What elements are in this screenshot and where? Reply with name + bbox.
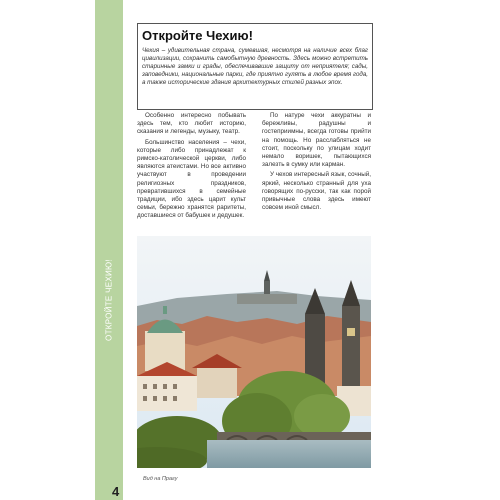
page-number: 4 <box>112 484 120 499</box>
text-column-right <box>262 112 371 214</box>
sidebar-label-text: ОТКРОЙТЕ ЧЕХИЮ! <box>104 259 114 341</box>
prague-photo <box>137 236 371 468</box>
page-title: Откройте Чехию! <box>142 28 253 43</box>
sidebar-strip <box>95 0 123 500</box>
paragraph: По натуре чехи аккуратны и бережливы, радушны и гостеприимны, всегда готовы прийти на помощь. Но расслабляться не стоит, поскольку по улицам ходит немало воришек, пытающихся залезть в сумку или карман. <box>262 112 371 169</box>
paragraph: Особенно интересно побывать здесь тем, кто любит историю, сказания и легенды, музыку, театр. <box>137 112 246 136</box>
photo-caption: Вид на Прагу <box>143 476 178 482</box>
paragraph: Большинство населения – чехи, которые либо принадлежат к римско-католической церкви, либо являются атеистами. Но все активно участвуют в проведении религиозных праздников, превратившихся в семейные традиции, ибо здесь царит культ семьи, бережно хранятся раритеты, доставшиеся от бабушек и дедушек. <box>137 138 246 220</box>
text-column-left <box>137 112 246 223</box>
intro-box <box>137 23 373 110</box>
paragraph: У чехов интересный язык, сочный, яркий, несколько странный для уха говорящих по-русски, так как порой привычные слова здесь имеют совсем иной смысл. <box>262 171 372 212</box>
intro-text: Чехия – удивительная страна, сумевшая, несмотря на наличие всех благ цивилизации, сохранить самобытную древность. Здесь можно встретить старинные замки и грады, обеспечивавшие защиту от неприятеля; сады, заповедники, национальные парки, где приятно гулять в любое время года, а также исторические здания архитектурных стилей разных эпох. <box>142 47 368 86</box>
